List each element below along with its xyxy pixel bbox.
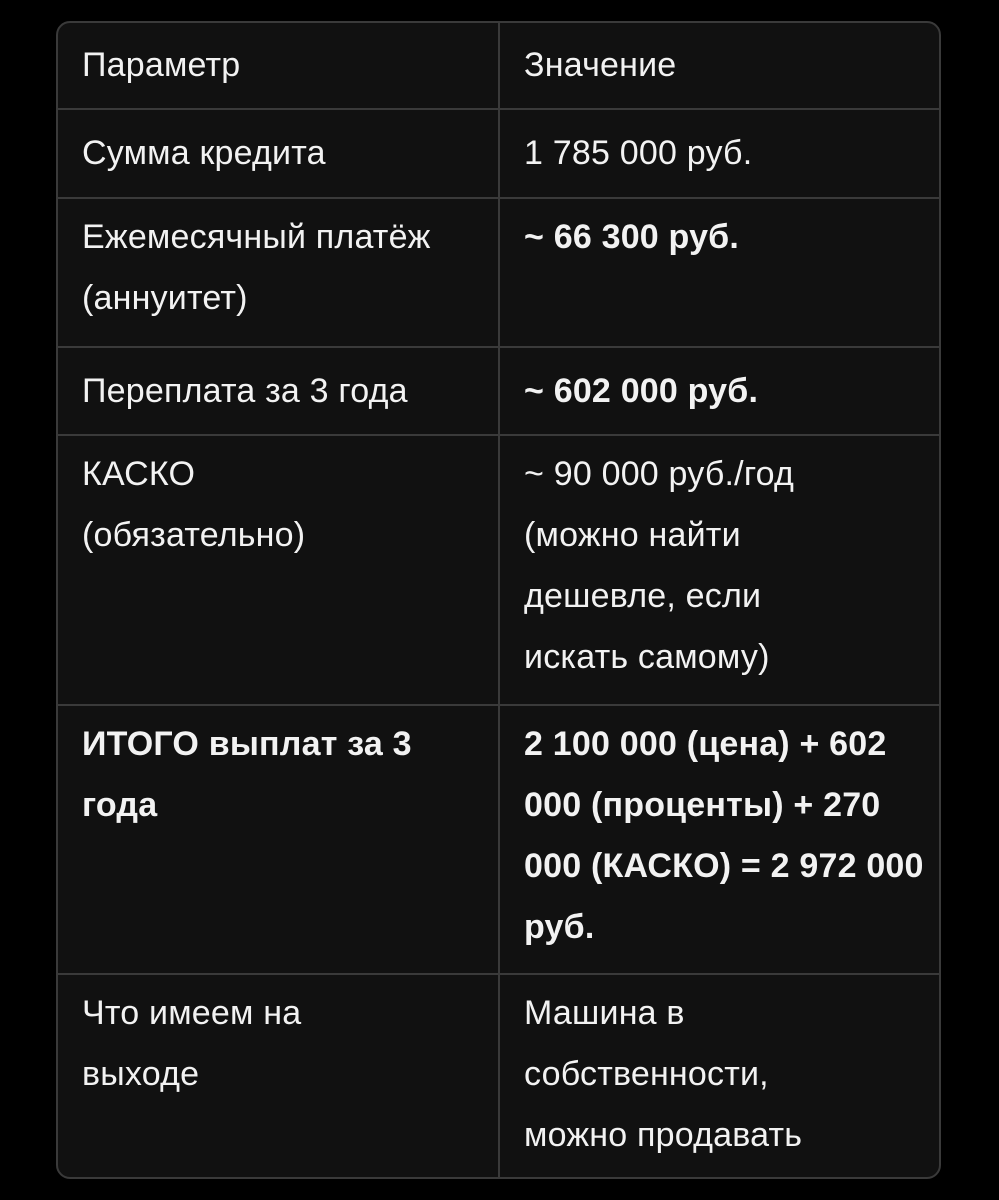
header-value-cell [500, 23, 939, 108]
header-param-label: Параметр [82, 46, 241, 84]
value-label: ~ 602 000 руб. [524, 371, 759, 410]
value-cell [500, 975, 939, 1179]
value-label: ~ 66 300 руб. [524, 218, 740, 256]
value-cell [500, 348, 939, 434]
value-cell [500, 110, 939, 197]
param-label: Сумма кредита [82, 134, 326, 172]
param-cell [58, 348, 500, 434]
param-cell [58, 199, 500, 346]
value-label: ~ 90 000 руб./год (можно найти дешевле, если искать самому) [524, 455, 795, 676]
param-label: Что имеем на выходе [82, 994, 302, 1093]
header-value-label: Значение [524, 46, 677, 84]
param-label: Ежемесячный платёж (аннуитет) [82, 218, 431, 317]
param-cell [58, 975, 500, 1179]
loan-comparison-table [56, 21, 941, 1179]
table-row [58, 199, 939, 348]
value-label: Машина в собственности, можно продавать [524, 994, 803, 1154]
table-row [58, 706, 939, 975]
value-label: 1 785 000 руб. [524, 134, 753, 172]
table-row [58, 436, 939, 706]
param-cell [58, 706, 500, 973]
param-cell [58, 436, 500, 704]
value-label: 2 100 000 (цена) + 602 000 (проценты) + 270 000 (КАСКО) = 2 972 000 руб. [524, 725, 924, 946]
table-row [58, 110, 939, 199]
param-cell [58, 110, 500, 197]
table-row [58, 975, 939, 1179]
value-cell [500, 199, 939, 346]
param-label: КАСКО (обязательно) [82, 455, 306, 554]
value-cell [500, 706, 939, 973]
param-label: Переплата за 3 года [82, 371, 408, 410]
value-cell [500, 436, 939, 704]
table-header-row [58, 23, 939, 110]
param-label: ИТОГО выплат за 3 года [82, 725, 412, 824]
table-row [58, 348, 939, 436]
header-param-cell [58, 23, 500, 108]
